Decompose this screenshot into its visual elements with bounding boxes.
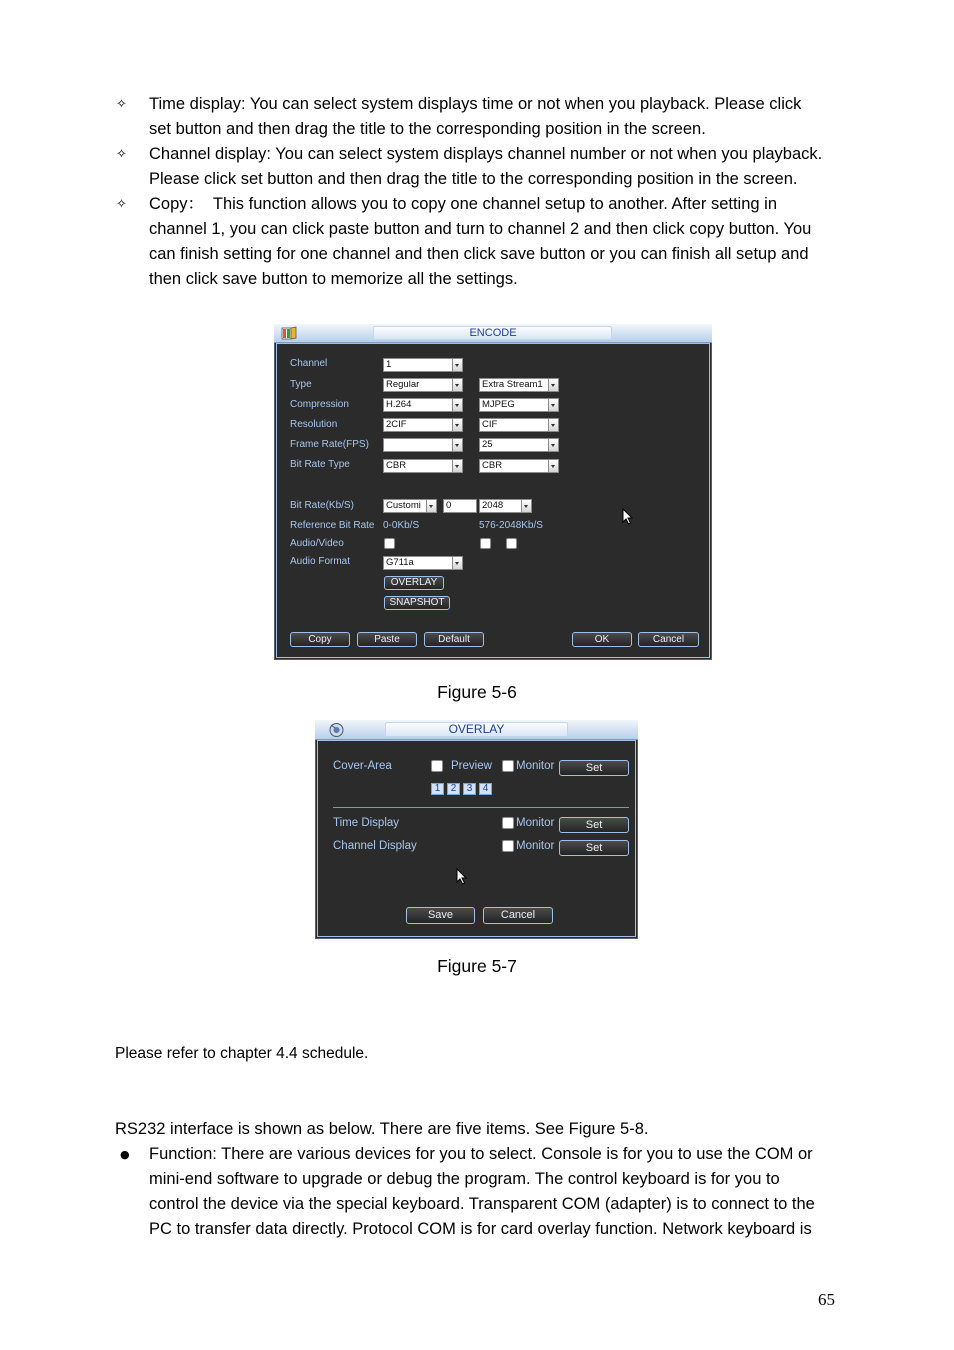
- label-audio-format: Audio Format: [290, 556, 351, 567]
- paste-button[interactable]: Paste: [357, 632, 417, 647]
- bullet-star-icon: ✧: [116, 147, 127, 162]
- channel-select-value: 1: [386, 359, 392, 370]
- ok-button[interactable]: OK: [572, 632, 632, 647]
- chevron-down-icon: [452, 460, 462, 472]
- label-resolution: Resolution: [290, 419, 338, 430]
- chevron-down-icon: [452, 379, 462, 391]
- mouse-pointer-icon: [456, 868, 467, 885]
- extra-frame-rate-value: 25: [482, 439, 493, 450]
- label-compression: Compression: [290, 399, 349, 410]
- label-monitor: Monitor: [516, 760, 555, 772]
- overlay-button[interactable]: OVERLAY: [384, 576, 444, 590]
- chevron-down-icon: [452, 359, 462, 371]
- label-time-display: Time Display: [333, 817, 400, 829]
- audio-format-select[interactable]: [383, 556, 463, 570]
- extra-type-select[interactable]: [479, 378, 559, 392]
- encode-window: [274, 324, 712, 660]
- main-resolution-select[interactable]: [383, 418, 463, 432]
- figure-caption-5-7: Figure 5-7: [437, 956, 517, 976]
- main-bit-rate-type-select[interactable]: [383, 459, 463, 473]
- extra-frame-rate-select[interactable]: [479, 438, 559, 452]
- chevron-down-icon: [548, 379, 558, 391]
- overlay-window: [315, 720, 638, 939]
- label-bit-rate-type: Bit Rate Type: [290, 459, 350, 470]
- extra-compression-value: MJPEG: [482, 399, 515, 410]
- cover-region-3[interactable]: 3: [463, 783, 476, 795]
- main-type-select[interactable]: [383, 378, 463, 392]
- section-divider: [333, 807, 629, 808]
- bullet-item-channel-display: [115, 142, 905, 192]
- cover-area-set-button[interactable]: Set: [559, 760, 629, 776]
- default-button[interactable]: Default: [424, 632, 484, 647]
- extra-reference-bit-rate: 576-2048Kb/S: [479, 520, 543, 531]
- main-audio-video-checkbox[interactable]: [384, 538, 395, 549]
- main-compression-value: H.264: [386, 399, 412, 410]
- text-line: Channel display: You can select system displays channel number or not when you playback.: [149, 145, 823, 163]
- text-line: channel 1, you can click paste button and turn to channel 2 and then click copy button. You: [149, 220, 812, 238]
- label-preview: Preview: [451, 760, 492, 772]
- extra-video-checkbox[interactable]: [506, 538, 517, 549]
- cover-region-4[interactable]: 4: [479, 783, 492, 795]
- channel-select[interactable]: [383, 358, 463, 372]
- main-bit-rate-mode-value: Customi: [386, 500, 421, 511]
- text-line: can finish setting for one channel and then click save button or you can finish all setup and: [149, 245, 809, 263]
- chevron-down-icon: [548, 399, 558, 411]
- cover-monitor-checkbox[interactable]: [502, 760, 514, 772]
- label-bit-rate: Bit Rate(Kb/S): [290, 500, 354, 511]
- label-monitor: Monitor: [516, 840, 555, 852]
- text-line: Time display: You can select system displays time or not when you playback. Please click: [149, 95, 802, 113]
- bullet-item-function: [115, 1142, 905, 1242]
- cancel-button[interactable]: Cancel: [638, 632, 699, 647]
- time-display-monitor-checkbox[interactable]: [502, 817, 514, 829]
- label-frame-rate: Frame Rate(FPS): [290, 439, 369, 450]
- bullet-item-copy: [115, 192, 905, 292]
- chevron-down-icon: [548, 460, 558, 472]
- channel-display-set-button[interactable]: Set: [559, 840, 629, 856]
- label-monitor: Monitor: [516, 817, 555, 829]
- main-frame-rate-select[interactable]: [383, 438, 463, 452]
- snapshot-button[interactable]: SNAPSHOT: [384, 596, 450, 610]
- label-channel-display: Channel Display: [333, 840, 417, 852]
- channel-display-monitor-checkbox[interactable]: [502, 840, 514, 852]
- cover-region-1[interactable]: 1: [431, 783, 444, 795]
- main-reference-bit-rate: 0-0Kb/S: [383, 520, 420, 531]
- overlay-title-bar: [315, 720, 638, 740]
- encode-window-title: ENCODE: [469, 327, 517, 339]
- extra-bit-rate-value: 2048: [482, 500, 504, 511]
- extra-resolution-select[interactable]: [479, 418, 559, 432]
- mouse-pointer-icon: [622, 508, 633, 525]
- bullet-star-icon: ✧: [116, 197, 127, 212]
- rs232-bullet-list: [115, 1142, 905, 1242]
- figure-caption-5-6: Figure 5-6: [437, 682, 517, 702]
- main-bit-rate-value: 0: [446, 500, 452, 511]
- chevron-down-icon: [452, 439, 462, 451]
- main-bit-rate-mode-select[interactable]: [383, 499, 437, 513]
- extra-type-value: Extra Stream1: [482, 379, 543, 390]
- text-line: Please click set button and then drag the title to the corresponding position in the screen.: [149, 170, 798, 188]
- extra-audio-checkbox[interactable]: [480, 538, 491, 549]
- chevron-down-icon: [426, 500, 436, 512]
- encode-title-bar: [274, 324, 712, 343]
- cover-region-2[interactable]: 2: [447, 783, 460, 795]
- time-display-set-button[interactable]: Set: [559, 817, 629, 833]
- cover-preview-checkbox[interactable]: [431, 760, 443, 772]
- extra-resolution-value: CIF: [482, 419, 498, 430]
- text-line: then click save button to memorize all the settings.: [149, 270, 518, 288]
- chevron-down-icon: [548, 439, 558, 451]
- bullet-star-icon: ✧: [116, 97, 127, 112]
- extra-bit-rate-select[interactable]: [479, 499, 532, 513]
- display-options-bullet-list: [115, 92, 905, 292]
- text-line: control the device via the special keyboard. Transparent COM (adapter) is to connect to the: [149, 1195, 815, 1213]
- audio-format-value: G711a: [386, 557, 414, 568]
- text-line: Copy： This function allows you to copy one channel setup to another. After setting in: [149, 195, 777, 213]
- main-resolution-value: 2CIF: [386, 419, 407, 430]
- text-line: set button and then drag the title to the corresponding position in the screen.: [149, 120, 706, 138]
- extra-bit-rate-type-value: CBR: [482, 460, 503, 471]
- main-bit-rate-type-value: CBR: [386, 460, 407, 471]
- label-cover-area: Cover-Area: [333, 760, 392, 772]
- extra-compression-select[interactable]: [479, 398, 559, 412]
- schedule-note: Please refer to chapter 4.4 schedule.: [115, 1045, 369, 1062]
- page-number: 65: [818, 1290, 835, 1309]
- save-button[interactable]: Save: [406, 907, 475, 924]
- label-audio-video: Audio/Video: [290, 538, 344, 549]
- chevron-down-icon: [548, 419, 558, 431]
- text-line: mini-end software to upgrade or debug the program. The control keyboard is for you to: [149, 1170, 780, 1188]
- main-compression-select[interactable]: [383, 398, 463, 412]
- copy-button[interactable]: Copy: [290, 632, 350, 647]
- label-type: Type: [290, 379, 312, 390]
- cancel-button[interactable]: Cancel: [483, 907, 553, 924]
- chevron-down-icon: [521, 500, 531, 512]
- extra-bit-rate-type-select[interactable]: [479, 459, 559, 473]
- main-bit-rate-input[interactable]: [443, 499, 477, 513]
- label-reference-bit-rate: Reference Bit Rate: [290, 520, 375, 531]
- text-line: PC to transfer data directly. Protocol COM is for card overlay function. Network keyboard is: [149, 1220, 812, 1238]
- label-channel: Channel: [290, 358, 328, 369]
- bullet-dot-icon: ●: [120, 1148, 130, 1161]
- chevron-down-icon: [452, 399, 462, 411]
- overlay-window-title: OVERLAY: [448, 722, 505, 736]
- bullet-item-time-display: [115, 92, 905, 142]
- chevron-down-icon: [452, 557, 462, 569]
- chevron-down-icon: [452, 419, 462, 431]
- text-line: Function: There are various devices for you to select. Console is for you to use the COM or: [149, 1145, 813, 1163]
- rs232-intro: RS232 interface is shown as below. There are five items. See Figure 5-8.: [115, 1120, 649, 1138]
- main-type-value: Regular: [386, 379, 420, 390]
